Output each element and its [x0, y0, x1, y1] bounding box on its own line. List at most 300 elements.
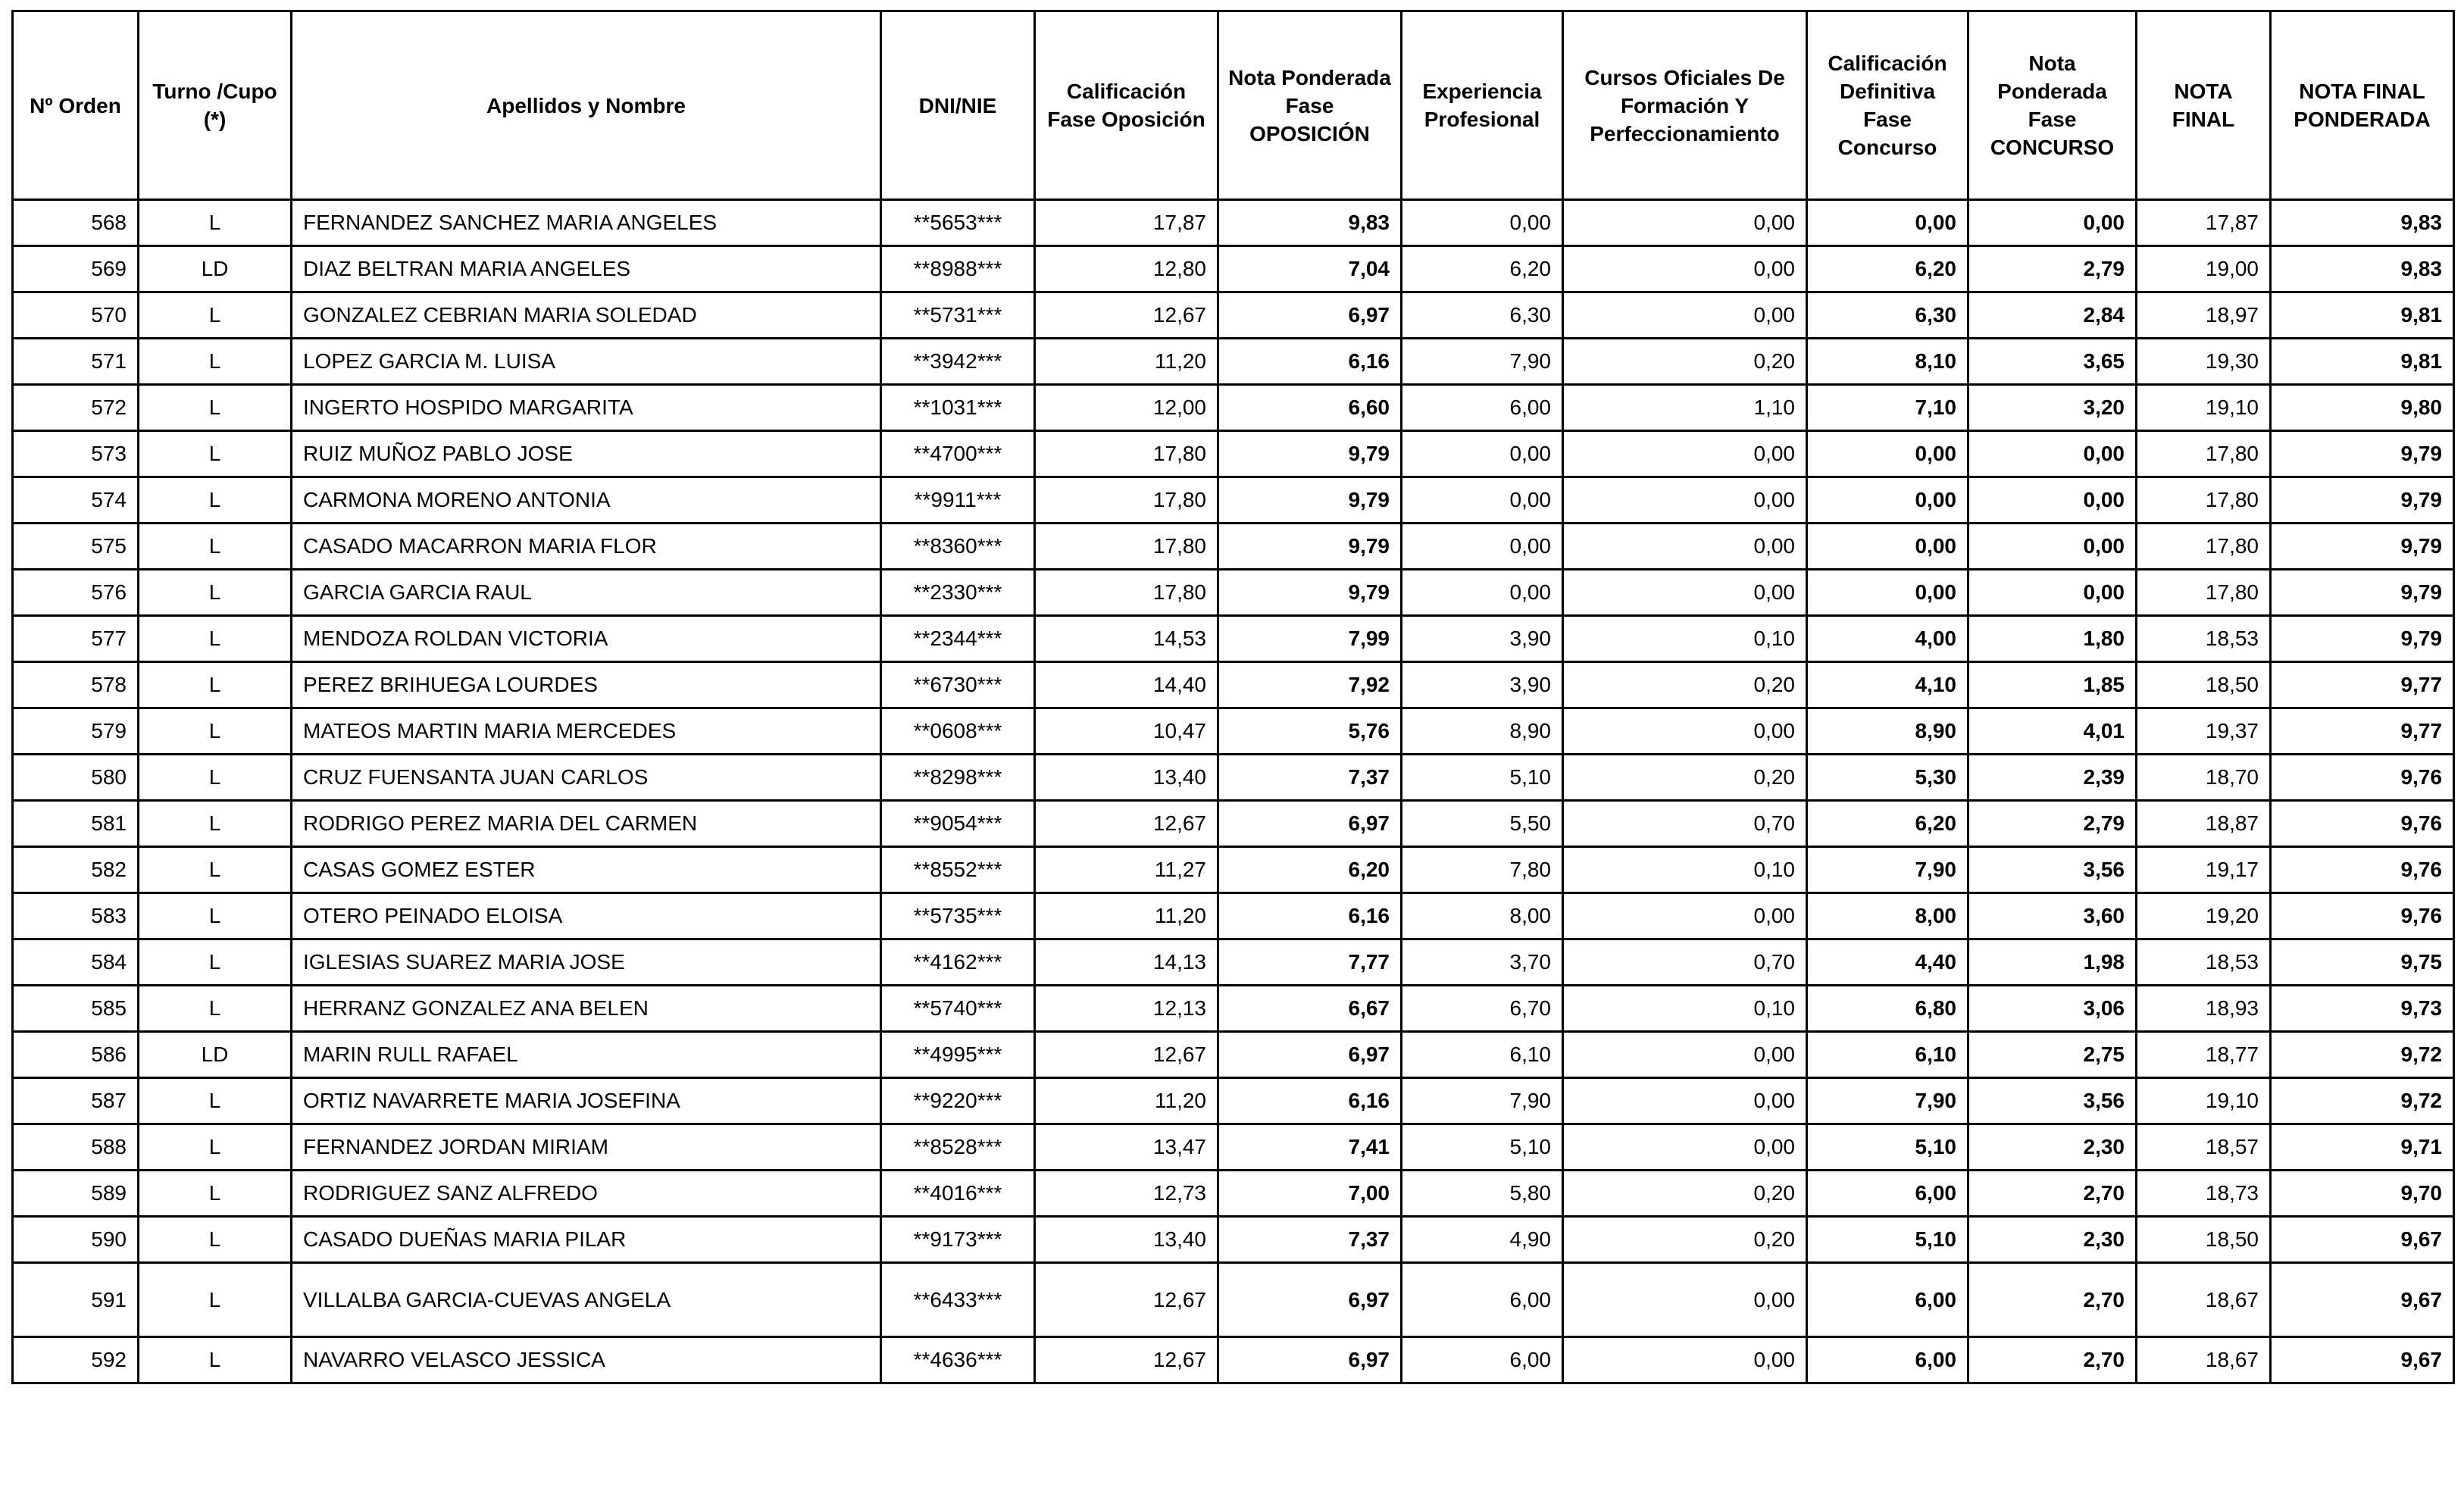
table-row [13, 616, 2454, 662]
cell-pond-concurso: 2,70 [1968, 1337, 2137, 1383]
cell-orden: 590 [13, 1217, 139, 1263]
cell-pond-concurso: 2,79 [1968, 246, 2137, 292]
cell-turno: L [139, 986, 292, 1032]
table-row [13, 385, 2454, 431]
cell-pond-concurso: 0,00 [1968, 200, 2137, 246]
cell-nombre: FERNANDEZ JORDAN MIRIAM [292, 1124, 881, 1171]
cell-nombre: PEREZ BRIHUEGA LOURDES [292, 662, 881, 708]
cell-cal-concurso: 0,00 [1807, 431, 1968, 477]
cell-pond-oposicion: 7,04 [1218, 246, 1402, 292]
cell-nombre: RODRIGUEZ SANZ ALFREDO [292, 1171, 881, 1217]
cell-nota-final: 17,80 [2137, 431, 2271, 477]
cell-nombre: MATEOS MARTIN MARIA MERCEDES [292, 708, 881, 755]
cell-nombre: NAVARRO VELASCO JESSICA [292, 1337, 881, 1383]
cell-nota-final: 18,50 [2137, 662, 2271, 708]
table-row [13, 1171, 2454, 1217]
cell-pond-oposicion: 7,99 [1218, 616, 1402, 662]
cell-pond-oposicion: 6,97 [1218, 1032, 1402, 1078]
cell-nota-final-ponderada: 9,81 [2271, 292, 2454, 339]
cell-pond-concurso: 1,98 [1968, 939, 2137, 986]
cell-cal-concurso: 8,10 [1807, 339, 1968, 385]
cell-dni: **6433*** [881, 1263, 1035, 1337]
cell-turno: L [139, 939, 292, 986]
cell-cursos: 0,00 [1563, 431, 1807, 477]
cell-pond-concurso: 4,01 [1968, 708, 2137, 755]
cell-cal-concurso: 8,00 [1807, 893, 1968, 939]
cell-cursos: 0,00 [1563, 1124, 1807, 1171]
cell-pond-oposicion: 6,67 [1218, 986, 1402, 1032]
cell-experiencia: 0,00 [1402, 200, 1563, 246]
cell-cursos: 1,10 [1563, 385, 1807, 431]
cell-orden: 582 [13, 847, 139, 893]
cell-dni: **8552*** [881, 847, 1035, 893]
cell-pond-concurso: 3,65 [1968, 339, 2137, 385]
cell-pond-oposicion: 7,41 [1218, 1124, 1402, 1171]
cell-nota-final-ponderada: 9,72 [2271, 1032, 2454, 1078]
cell-nota-final: 18,93 [2137, 986, 2271, 1032]
cell-nota-final: 18,67 [2137, 1263, 2271, 1337]
cell-cal-concurso: 7,90 [1807, 1078, 1968, 1124]
table-row [13, 1078, 2454, 1124]
cell-nombre: OTERO PEINADO ELOISA [292, 893, 881, 939]
cell-cal-oposicion: 17,80 [1035, 477, 1218, 524]
cell-turno: L [139, 385, 292, 431]
cell-nota-final: 19,20 [2137, 893, 2271, 939]
cell-nota-final-ponderada: 9,71 [2271, 1124, 2454, 1171]
cell-nota-final: 19,17 [2137, 847, 2271, 893]
results-table [11, 10, 2455, 1384]
cell-experiencia: 8,90 [1402, 708, 1563, 755]
cell-turno: L [139, 662, 292, 708]
cell-experiencia: 5,10 [1402, 1124, 1563, 1171]
cell-nota-final-ponderada: 9,75 [2271, 939, 2454, 986]
cell-cal-concurso: 4,10 [1807, 662, 1968, 708]
cell-cal-oposicion: 12,67 [1035, 1337, 1218, 1383]
cell-cal-oposicion: 17,80 [1035, 570, 1218, 616]
cell-pond-concurso: 2,39 [1968, 755, 2137, 801]
cell-cursos: 0,10 [1563, 986, 1807, 1032]
cell-experiencia: 5,10 [1402, 755, 1563, 801]
cell-pond-concurso: 2,79 [1968, 801, 2137, 847]
cell-cal-oposicion: 13,47 [1035, 1124, 1218, 1171]
cell-dni: **9911*** [881, 477, 1035, 524]
cell-cal-concurso: 4,40 [1807, 939, 1968, 986]
cell-pond-oposicion: 6,16 [1218, 339, 1402, 385]
cell-cal-concurso: 4,00 [1807, 616, 1968, 662]
cell-orden: 575 [13, 524, 139, 570]
cell-nombre: VILLALBA GARCIA-CUEVAS ANGELA [292, 1263, 881, 1337]
cell-nota-final-ponderada: 9,80 [2271, 385, 2454, 431]
cell-dni: **8298*** [881, 755, 1035, 801]
cell-cal-oposicion: 12,67 [1035, 801, 1218, 847]
cell-nota-final: 18,73 [2137, 1171, 2271, 1217]
cell-cursos: 0,20 [1563, 755, 1807, 801]
cell-experiencia: 8,00 [1402, 893, 1563, 939]
cell-cursos: 0,10 [1563, 847, 1807, 893]
cell-pond-concurso: 3,20 [1968, 385, 2137, 431]
cell-dni: **8360*** [881, 524, 1035, 570]
cell-cal-concurso: 6,30 [1807, 292, 1968, 339]
cell-nota-final: 18,53 [2137, 939, 2271, 986]
cell-pond-concurso: 3,60 [1968, 893, 2137, 939]
cell-cal-oposicion: 11,27 [1035, 847, 1218, 893]
table-row [13, 1263, 2454, 1337]
cell-nota-final-ponderada: 9,79 [2271, 431, 2454, 477]
cell-cal-oposicion: 12,80 [1035, 246, 1218, 292]
cell-dni: **8988*** [881, 246, 1035, 292]
cell-pond-oposicion: 6,16 [1218, 893, 1402, 939]
cell-nombre: MENDOZA ROLDAN VICTORIA [292, 616, 881, 662]
cell-cal-concurso: 6,20 [1807, 801, 1968, 847]
cell-orden: 568 [13, 200, 139, 246]
cell-nota-final: 18,67 [2137, 1337, 2271, 1383]
cell-nota-final: 19,30 [2137, 339, 2271, 385]
header-cursos: Cursos Oficiales De Formación Y Perfeccionamiento [1563, 11, 1807, 200]
cell-pond-concurso: 2,84 [1968, 292, 2137, 339]
cell-cal-oposicion: 12,67 [1035, 1032, 1218, 1078]
cell-cal-concurso: 0,00 [1807, 524, 1968, 570]
cell-dni: **4700*** [881, 431, 1035, 477]
cell-turno: L [139, 292, 292, 339]
cell-dni: **4636*** [881, 1337, 1035, 1383]
cell-orden: 585 [13, 986, 139, 1032]
cell-cursos: 0,00 [1563, 524, 1807, 570]
table-body [13, 200, 2454, 1383]
cell-pond-oposicion: 9,83 [1218, 200, 1402, 246]
cell-nota-final: 18,77 [2137, 1032, 2271, 1078]
cell-cal-oposicion: 17,87 [1035, 200, 1218, 246]
cell-cal-oposicion: 17,80 [1035, 524, 1218, 570]
cell-experiencia: 0,00 [1402, 524, 1563, 570]
cell-orden: 574 [13, 477, 139, 524]
cell-cal-concurso: 6,20 [1807, 246, 1968, 292]
cell-nota-final-ponderada: 9,67 [2271, 1217, 2454, 1263]
cell-turno: L [139, 1337, 292, 1383]
cell-cal-oposicion: 11,20 [1035, 339, 1218, 385]
cell-orden: 584 [13, 939, 139, 986]
cell-nota-final: 18,50 [2137, 1217, 2271, 1263]
cell-cal-concurso: 5,10 [1807, 1217, 1968, 1263]
cell-nombre: HERRANZ GONZALEZ ANA BELEN [292, 986, 881, 1032]
cell-experiencia: 3,90 [1402, 616, 1563, 662]
table-row [13, 662, 2454, 708]
cell-orden: 587 [13, 1078, 139, 1124]
cell-pond-oposicion: 7,37 [1218, 755, 1402, 801]
cell-nota-final: 19,10 [2137, 1078, 2271, 1124]
cell-nota-final-ponderada: 9,79 [2271, 524, 2454, 570]
cell-dni: **2330*** [881, 570, 1035, 616]
cell-cursos: 0,00 [1563, 1032, 1807, 1078]
cell-pond-concurso: 3,56 [1968, 847, 2137, 893]
cell-turno: L [139, 477, 292, 524]
cell-nombre: GARCIA GARCIA RAUL [292, 570, 881, 616]
cell-turno: L [139, 570, 292, 616]
cell-dni: **5653*** [881, 200, 1035, 246]
cell-pond-concurso: 0,00 [1968, 570, 2137, 616]
cell-cursos: 0,00 [1563, 292, 1807, 339]
cell-cursos: 0,00 [1563, 893, 1807, 939]
table-row [13, 1032, 2454, 1078]
cell-cal-oposicion: 12,67 [1035, 292, 1218, 339]
cell-cursos: 0,10 [1563, 616, 1807, 662]
cell-experiencia: 6,10 [1402, 1032, 1563, 1078]
cell-orden: 571 [13, 339, 139, 385]
header-nota-final: NOTA FINAL [2137, 11, 2271, 200]
cell-nota-final-ponderada: 9,76 [2271, 801, 2454, 847]
cell-cursos: 0,20 [1563, 1217, 1807, 1263]
cell-cal-concurso: 0,00 [1807, 477, 1968, 524]
cell-dni: **6730*** [881, 662, 1035, 708]
cell-cal-oposicion: 14,40 [1035, 662, 1218, 708]
cell-nota-final-ponderada: 9,77 [2271, 662, 2454, 708]
cell-cursos: 0,00 [1563, 477, 1807, 524]
cell-nota-final-ponderada: 9,67 [2271, 1263, 2454, 1337]
cell-pond-oposicion: 6,20 [1218, 847, 1402, 893]
cell-turno: LD [139, 246, 292, 292]
table-row [13, 939, 2454, 986]
cell-pond-oposicion: 9,79 [1218, 570, 1402, 616]
cell-experiencia: 3,90 [1402, 662, 1563, 708]
cell-cal-concurso: 7,90 [1807, 847, 1968, 893]
cell-cal-concurso: 5,10 [1807, 1124, 1968, 1171]
cell-pond-concurso: 3,06 [1968, 986, 2137, 1032]
cell-turno: L [139, 1263, 292, 1337]
cell-orden: 591 [13, 1263, 139, 1337]
table-row [13, 893, 2454, 939]
cell-nombre: GONZALEZ CEBRIAN MARIA SOLEDAD [292, 292, 881, 339]
table-row [13, 524, 2454, 570]
cell-orden: 578 [13, 662, 139, 708]
cell-cal-oposicion: 10,47 [1035, 708, 1218, 755]
cell-cal-oposicion: 13,40 [1035, 755, 1218, 801]
cell-cursos: 0,00 [1563, 1337, 1807, 1383]
cell-cal-oposicion: 12,73 [1035, 1171, 1218, 1217]
header-dni: DNI/NIE [881, 11, 1035, 200]
table-row [13, 847, 2454, 893]
cell-experiencia: 6,00 [1402, 1337, 1563, 1383]
cell-dni: **9220*** [881, 1078, 1035, 1124]
cell-cursos: 0,70 [1563, 801, 1807, 847]
cell-nota-final-ponderada: 9,76 [2271, 893, 2454, 939]
cell-orden: 570 [13, 292, 139, 339]
cell-experiencia: 0,00 [1402, 570, 1563, 616]
cell-pond-concurso: 2,70 [1968, 1263, 2137, 1337]
cell-cal-concurso: 8,90 [1807, 708, 1968, 755]
cell-pond-oposicion: 7,92 [1218, 662, 1402, 708]
cell-nota-final-ponderada: 9,83 [2271, 200, 2454, 246]
cell-pond-oposicion: 6,97 [1218, 801, 1402, 847]
table-row [13, 339, 2454, 385]
table-row [13, 801, 2454, 847]
cell-nombre: CARMONA MORENO ANTONIA [292, 477, 881, 524]
cell-cal-concurso: 6,10 [1807, 1032, 1968, 1078]
cell-turno: L [139, 893, 292, 939]
cell-nota-final: 17,80 [2137, 524, 2271, 570]
cell-experiencia: 6,30 [1402, 292, 1563, 339]
cell-experiencia: 6,70 [1402, 986, 1563, 1032]
cell-nota-final-ponderada: 9,81 [2271, 339, 2454, 385]
header-nota-final-ponderada: NOTA FINAL PONDERADA [2271, 11, 2454, 200]
cell-experiencia: 0,00 [1402, 431, 1563, 477]
cell-turno: L [139, 1171, 292, 1217]
cell-dni: **9054*** [881, 801, 1035, 847]
cell-turno: L [139, 847, 292, 893]
cell-orden: 583 [13, 893, 139, 939]
cell-cal-oposicion: 17,80 [1035, 431, 1218, 477]
cell-nota-final-ponderada: 9,79 [2271, 570, 2454, 616]
cell-turno: L [139, 1217, 292, 1263]
cell-orden: 579 [13, 708, 139, 755]
cell-cursos: 0,00 [1563, 1078, 1807, 1124]
cell-turno: L [139, 708, 292, 755]
cell-nota-final-ponderada: 9,76 [2271, 847, 2454, 893]
cell-orden: 581 [13, 801, 139, 847]
cell-nota-final: 17,80 [2137, 477, 2271, 524]
cell-orden: 589 [13, 1171, 139, 1217]
table-row [13, 1124, 2454, 1171]
cell-experiencia: 0,00 [1402, 477, 1563, 524]
cell-cursos: 0,00 [1563, 708, 1807, 755]
cell-cal-concurso: 6,00 [1807, 1337, 1968, 1383]
cell-pond-oposicion: 7,77 [1218, 939, 1402, 986]
header-row [13, 11, 2454, 200]
cell-nota-final-ponderada: 9,76 [2271, 755, 2454, 801]
cell-nombre: CRUZ FUENSANTA JUAN CARLOS [292, 755, 881, 801]
cell-dni: **4162*** [881, 939, 1035, 986]
cell-orden: 569 [13, 246, 139, 292]
cell-turno: L [139, 616, 292, 662]
cell-pond-concurso: 2,70 [1968, 1171, 2137, 1217]
cell-pond-concurso: 1,85 [1968, 662, 2137, 708]
table-row [13, 708, 2454, 755]
cell-experiencia: 6,00 [1402, 1263, 1563, 1337]
cell-nota-final: 17,87 [2137, 200, 2271, 246]
cell-cal-concurso: 6,00 [1807, 1171, 1968, 1217]
header-orden: Nº Orden [13, 11, 139, 200]
cell-pond-concurso: 2,30 [1968, 1124, 2137, 1171]
cell-nota-final: 18,87 [2137, 801, 2271, 847]
cell-pond-oposicion: 9,79 [1218, 524, 1402, 570]
cell-cal-oposicion: 14,53 [1035, 616, 1218, 662]
table-row [13, 1337, 2454, 1383]
cell-nota-final-ponderada: 9,70 [2271, 1171, 2454, 1217]
cell-nombre: IGLESIAS SUAREZ MARIA JOSE [292, 939, 881, 986]
header-nombre: Apellidos y Nombre [292, 11, 881, 200]
cell-pond-concurso: 0,00 [1968, 431, 2137, 477]
table-row [13, 986, 2454, 1032]
cell-cal-concurso: 0,00 [1807, 570, 1968, 616]
header-experiencia: Experiencia Profesional [1402, 11, 1563, 200]
cell-cursos: 0,20 [1563, 339, 1807, 385]
table-row [13, 292, 2454, 339]
cell-nombre: RODRIGO PEREZ MARIA DEL CARMEN [292, 801, 881, 847]
table-row [13, 477, 2454, 524]
cell-cursos: 0,00 [1563, 246, 1807, 292]
cell-turno: L [139, 339, 292, 385]
cell-nombre: CASADO MACARRON MARIA FLOR [292, 524, 881, 570]
cell-pond-oposicion: 6,16 [1218, 1078, 1402, 1124]
cell-nota-final: 18,53 [2137, 616, 2271, 662]
cell-pond-concurso: 2,30 [1968, 1217, 2137, 1263]
header-turno: Turno /Cupo (*) [139, 11, 292, 200]
cell-nota-final: 19,00 [2137, 246, 2271, 292]
cell-experiencia: 6,20 [1402, 246, 1563, 292]
cell-pond-concurso: 3,56 [1968, 1078, 2137, 1124]
cell-turno: L [139, 801, 292, 847]
cell-cal-oposicion: 14,13 [1035, 939, 1218, 986]
cell-nota-final: 18,70 [2137, 755, 2271, 801]
cell-cursos: 0,20 [1563, 1171, 1807, 1217]
cell-nombre: RUIZ MUÑOZ PABLO JOSE [292, 431, 881, 477]
cell-nota-final-ponderada: 9,67 [2271, 1337, 2454, 1383]
cell-turno: L [139, 1078, 292, 1124]
cell-pond-oposicion: 6,97 [1218, 1263, 1402, 1337]
cell-pond-oposicion: 9,79 [1218, 477, 1402, 524]
cell-cal-oposicion: 13,40 [1035, 1217, 1218, 1263]
cell-nota-final-ponderada: 9,72 [2271, 1078, 2454, 1124]
table-row [13, 755, 2454, 801]
cell-pond-oposicion: 7,00 [1218, 1171, 1402, 1217]
cell-turno: LD [139, 1032, 292, 1078]
cell-dni: **5735*** [881, 893, 1035, 939]
header-pond-oposicion: Nota Ponderada Fase OPOSICIÓN [1218, 11, 1402, 200]
cell-cal-oposicion: 11,20 [1035, 893, 1218, 939]
cell-pond-oposicion: 6,97 [1218, 1337, 1402, 1383]
cell-orden: 588 [13, 1124, 139, 1171]
cell-pond-concurso: 0,00 [1968, 524, 2137, 570]
cell-nombre: LOPEZ GARCIA M. LUISA [292, 339, 881, 385]
cell-experiencia: 5,50 [1402, 801, 1563, 847]
cell-nota-final-ponderada: 9,77 [2271, 708, 2454, 755]
header-pond-concurso: Nota Ponderada Fase CONCURSO [1968, 11, 2137, 200]
cell-pond-oposicion: 9,79 [1218, 431, 1402, 477]
cell-cursos: 0,00 [1563, 200, 1807, 246]
cell-turno: L [139, 200, 292, 246]
cell-dni: **0608*** [881, 708, 1035, 755]
cell-nota-final: 19,37 [2137, 708, 2271, 755]
cell-nota-final: 18,97 [2137, 292, 2271, 339]
cell-cal-concurso: 7,10 [1807, 385, 1968, 431]
cell-pond-oposicion: 7,37 [1218, 1217, 1402, 1263]
cell-cal-oposicion: 12,67 [1035, 1263, 1218, 1337]
cell-nota-final: 18,57 [2137, 1124, 2271, 1171]
cell-dni: **9173*** [881, 1217, 1035, 1263]
cell-nombre: MARIN RULL RAFAEL [292, 1032, 881, 1078]
cell-experiencia: 5,80 [1402, 1171, 1563, 1217]
cell-turno: L [139, 1124, 292, 1171]
cell-nota-final: 17,80 [2137, 570, 2271, 616]
cell-dni: **5731*** [881, 292, 1035, 339]
cell-orden: 586 [13, 1032, 139, 1078]
cell-pond-oposicion: 6,97 [1218, 292, 1402, 339]
cell-nombre: ORTIZ NAVARRETE MARIA JOSEFINA [292, 1078, 881, 1124]
cell-dni: **2344*** [881, 616, 1035, 662]
cell-experiencia: 7,90 [1402, 1078, 1563, 1124]
cell-pond-oposicion: 6,60 [1218, 385, 1402, 431]
table-row [13, 570, 2454, 616]
cell-dni: **8528*** [881, 1124, 1035, 1171]
cell-dni: **4995*** [881, 1032, 1035, 1078]
cell-nombre: INGERTO HOSPIDO MARGARITA [292, 385, 881, 431]
cell-cal-concurso: 6,80 [1807, 986, 1968, 1032]
cell-cal-oposicion: 12,13 [1035, 986, 1218, 1032]
cell-orden: 580 [13, 755, 139, 801]
cell-nombre: CASAS GOMEZ ESTER [292, 847, 881, 893]
cell-nota-final-ponderada: 9,83 [2271, 246, 2454, 292]
cell-turno: L [139, 524, 292, 570]
cell-pond-concurso: 2,75 [1968, 1032, 2137, 1078]
cell-nota-final: 19,10 [2137, 385, 2271, 431]
